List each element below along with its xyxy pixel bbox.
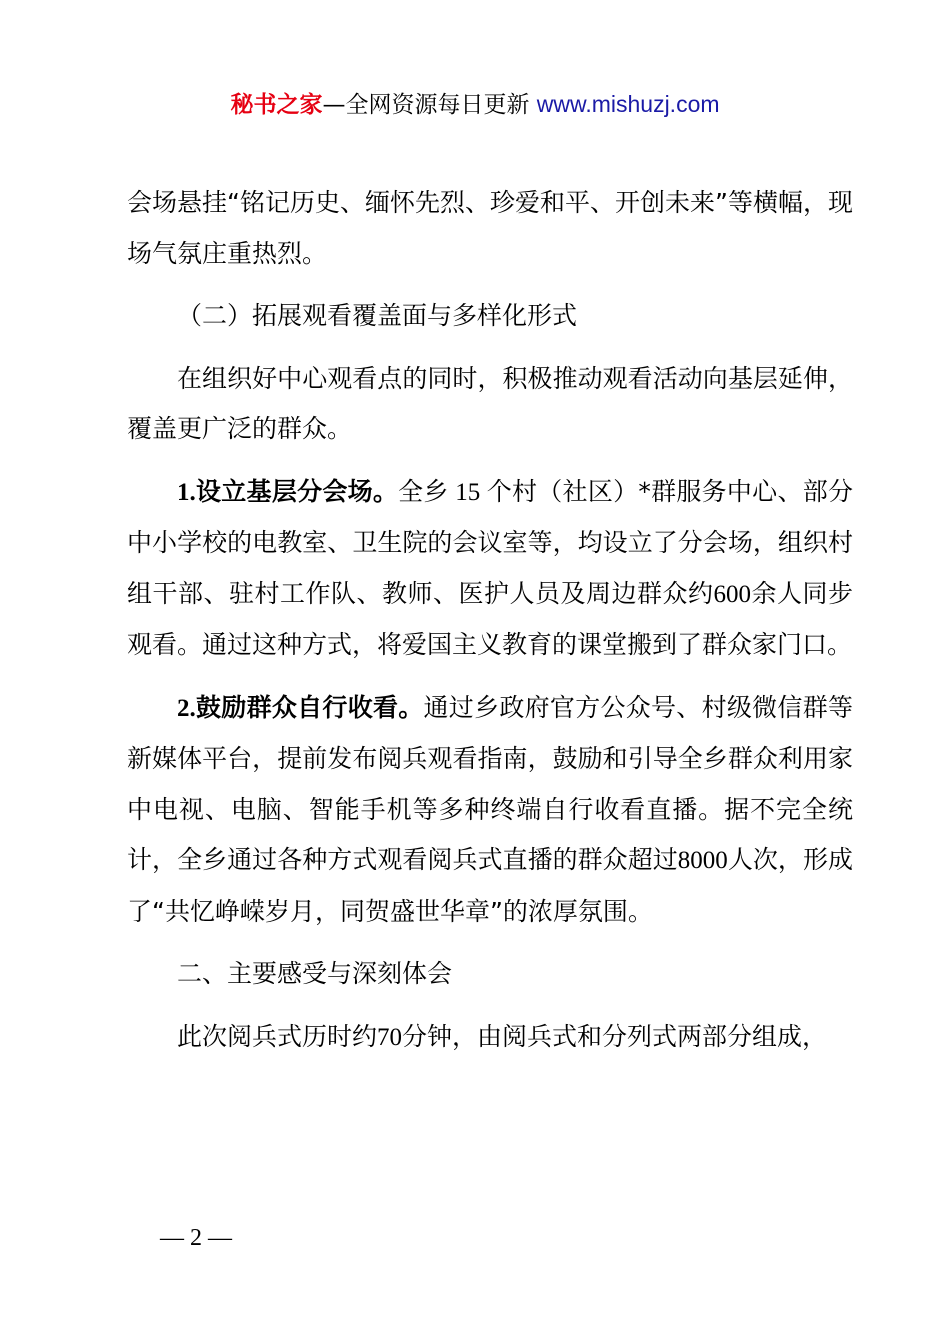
site-slogan: —全网资源每日更新 xyxy=(322,92,537,118)
site-header xyxy=(0,86,950,123)
item-heading-self-viewing: 2.鼓励群众自行收看。 xyxy=(177,692,424,722)
page-number: — 2 — xyxy=(160,1225,232,1251)
paragraph-intro: 在组织好中心观看点的同时，积极推动观看活动向基层延伸，覆盖更广泛的群众。 xyxy=(127,363,853,443)
site-brand: 秘书之家 xyxy=(230,92,323,118)
paragraph-self-viewing: 2.鼓励群众自行收看。通过乡政府官方公众号、村级微信群等新媒体平台，提前发布阅兵观看指南，鼓励和引导全乡群众利用家中电视、电脑、智能手机等多种终端自行收看直播。据不完全统计，全乡通过各种方式观看阅兵式直播的群众超过8000人次，形成了“共忆峥嵘岁月，同贺盛世华章”的浓厚氛围。 xyxy=(127,692,853,926)
paragraph-parade-duration: 此次阅兵式历时约70分钟，由阅兵式和分列式两部分组成， xyxy=(177,1021,828,1051)
site-url-link[interactable]: www.mishuzj.com xyxy=(536,91,720,117)
paragraph-branch-venues: 1.设立基层分会场。全乡 15 个村（社区）*群服务中心、部分中小学校的电教室、卫生院的会议室等，均设立了分会场，组织村组干部、驻村工作队、教师、医护人员及周边群众约600余人同步观看。通过这种方式，将爱国主义教育的课堂搬到了群众家门口。 xyxy=(127,476,853,659)
paragraph-banner: 会场悬挂“铭记历史、缅怀先烈、珍爱和平、开创未来”等横幅，现场气氛庄重热烈。 xyxy=(127,188,853,268)
document-body xyxy=(127,178,853,1063)
item-heading-branch-venues: 1.设立基层分会场。 xyxy=(177,476,399,506)
section-heading-expand-coverage: （二）拓展观看覆盖面与多样化形式 xyxy=(177,301,578,330)
section-heading-feelings: 二、主要感受与深刻体会 xyxy=(177,959,453,988)
